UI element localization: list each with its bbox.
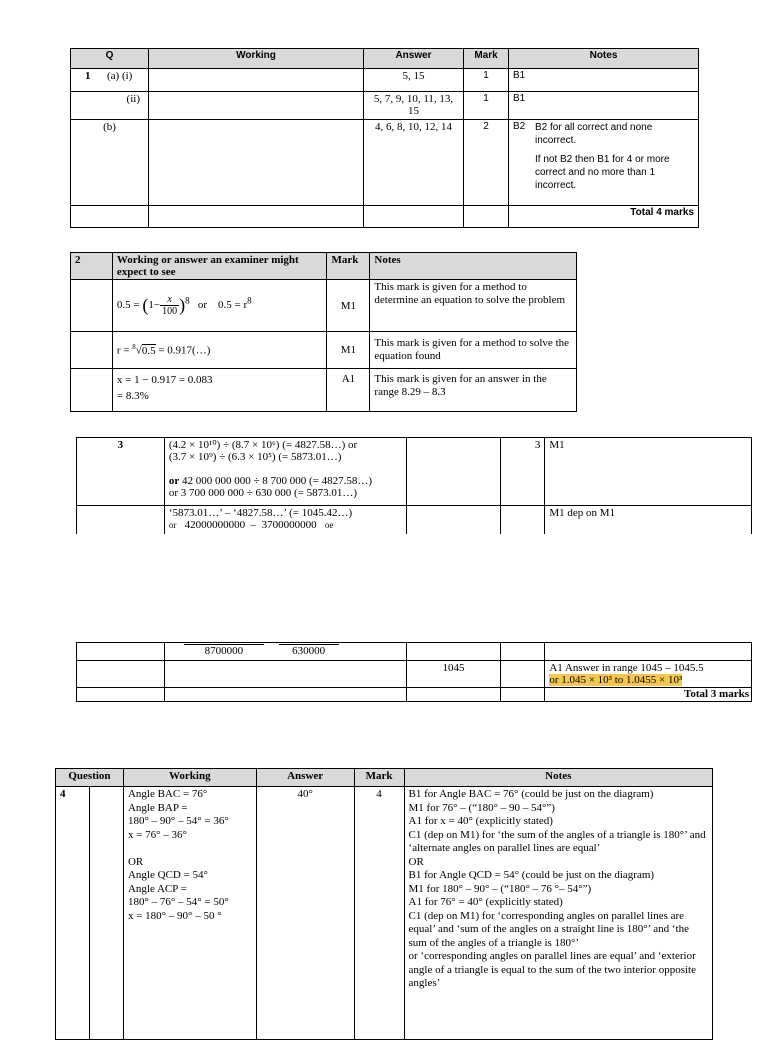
question-number: 1	[85, 70, 91, 82]
working-header: Working	[149, 49, 364, 69]
working-cell	[149, 120, 364, 206]
notes-header: Notes	[404, 769, 712, 787]
empty-cell	[464, 206, 509, 228]
answer-cell: 4, 6, 8, 10, 12, 14	[364, 120, 464, 206]
question-number: 2	[71, 253, 113, 280]
equation: 0.5 = (1− $\frac{x}{100}$ )$^8$ or $0.5 = r^8$	[116, 294, 252, 317]
empty-cell	[71, 369, 113, 412]
notes-header: Notes	[370, 253, 577, 280]
question-number: 3	[77, 438, 165, 506]
empty-cell	[89, 787, 123, 1040]
empty-cell	[406, 688, 501, 702]
working-cell	[164, 661, 406, 688]
q2-header-row	[71, 253, 577, 280]
working-cell	[149, 92, 364, 120]
q1-row-a-i	[71, 69, 699, 92]
answer-cell	[406, 643, 501, 661]
notes-cell: A1 Answer in range 1045 – 1045.5 or 1.045 × 10³ to 1.0455 × 10³	[545, 661, 752, 688]
mark-cell: 2	[464, 120, 509, 206]
question-number: 4	[56, 787, 90, 1040]
notes-header: Notes	[509, 49, 699, 69]
notes-cell: B1 for Angle BAC = 76° (could be just on the diagram) M1 for 76° – (“180° – 90 – 54°”) A1 for x = 40° (explicitly stated) C1 (dep on M1) for ‘the sum of the angles of a triangle is 180°’ and ‘alternate angles on parallel lines are equal’ OR B1 for Angle QCD = 54° (could be just on the diagram) M1 for 180° – 90° – (“180° – 76 °– 54°”) A1 for 76° = 40° (explicitly stated) C1 (dep on M1) for ‘corresponding angles on parallel lines are equal’ and ‘sum of the angles on a straight line is 180°’ and ‘the sum of the angles of a triangle is 180°’ or ‘corresponding angles on parallel lines are equal’ and ‘exterior angle of a triangle is equal to the sum of the two interior opposite angles’	[404, 787, 712, 1040]
notes-cell: M1 dep on M1	[545, 506, 752, 535]
note-line: If not B2 then B1 for 4 or more correct and no more than 1 incorrect.	[535, 154, 670, 191]
answer-cell: 1045	[406, 661, 501, 688]
q3-row-2-cont	[77, 643, 752, 661]
q4-row	[56, 787, 713, 1040]
working-cell	[149, 69, 364, 92]
answer-cell: 5, 15	[364, 69, 464, 92]
empty-cell	[71, 280, 113, 332]
q3-table-top	[76, 437, 754, 534]
q-header: Q	[71, 49, 149, 69]
empty-cell	[71, 332, 113, 369]
note-line: B2 for all correct and none incorrect.	[535, 122, 653, 146]
mark-header: Mark	[354, 769, 404, 787]
mark-cell: 1	[464, 92, 509, 120]
working-cell	[112, 280, 327, 332]
mark-cell	[501, 643, 545, 661]
q1-mark-table	[70, 48, 699, 228]
mark-cell: M1	[327, 332, 370, 369]
empty-cell	[501, 688, 545, 702]
question-cell	[71, 69, 149, 92]
working-cell: x = 1 − 0.917 = 0.083 = 8.3%	[112, 369, 327, 412]
mark-cell: 3	[501, 438, 545, 506]
answer-cell	[406, 438, 501, 506]
q2-row-2	[71, 332, 577, 369]
q2-row-3	[71, 369, 577, 412]
working-cell: Angle BAC = 76° Angle BAP = 180° – 90° – 54° = 36° x = 76° – 36° OR Angle QCD = 54° Angle ACP = 180° – 76° – 54° = 50° x = 180° – 90° – 50 °	[123, 787, 256, 1040]
notes-cell: This mark is given for a method to determine an equation to solve the problem	[370, 280, 577, 332]
q2-row-1	[71, 280, 577, 332]
notes-cell: This mark is given for a method to solve the equation found	[370, 332, 577, 369]
q4-header-row	[56, 769, 713, 787]
q3-total-row	[77, 688, 752, 702]
part-label: (b)	[71, 120, 149, 206]
highlighted-note: or 1.045 × 10³ to 1.0455 × 10³	[549, 674, 683, 686]
empty-cell	[77, 506, 165, 535]
working-cell: (4.2 × 10¹⁰) ÷ (8.7 × 10⁶) (= 4827.58…) or (3.7 × 10⁹) ÷ (6.3 × 10⁵) (= 5873.01…) or 42 000 000 000 ÷ 8 700 000 (= 4827.58…) or 3 700 000 000 ÷ 630 000 (= 5873.01…)	[164, 438, 406, 506]
notes-cell: M1	[545, 438, 752, 506]
mark-cell: M1	[327, 280, 370, 332]
total-marks: Total 3 marks	[545, 688, 752, 702]
empty-cell	[71, 206, 149, 228]
notes-cell: B1	[509, 92, 699, 120]
working-cell: ‘5873.01…’ – ‘4827.58…’ (= 1045.42…) or 42000000000 – 3700000000 oe	[164, 506, 406, 535]
empty-cell	[77, 688, 165, 702]
q3-row-1	[77, 438, 752, 506]
q4-mark-table	[55, 768, 713, 1040]
answer-header: Answer	[256, 769, 354, 787]
q2-mark-table	[70, 252, 577, 412]
notes-cell: B1	[509, 69, 699, 92]
working-cell: 8700000 630000	[164, 643, 406, 661]
working-header: Working	[123, 769, 256, 787]
working-header: Working or answer an examiner might expect to see	[112, 253, 327, 280]
mark-cell: A1	[327, 369, 370, 412]
notes-cell	[509, 120, 699, 206]
answer-cell: 40°	[256, 787, 354, 1040]
q3-mark-table	[76, 437, 752, 534]
answer-cell	[406, 506, 501, 535]
q1-header-row	[71, 49, 699, 69]
mark-cell: 1	[464, 69, 509, 92]
mark-cell	[501, 506, 545, 535]
mark-header: Mark	[327, 253, 370, 280]
mark-header: Mark	[464, 49, 509, 69]
question-header: Question	[56, 769, 124, 787]
notes-cell	[545, 643, 752, 661]
notes-cell: This mark is given for an answer in the range 8.29 – 8.3	[370, 369, 577, 412]
q1-row-b	[71, 120, 699, 206]
mark-code: B2	[513, 121, 526, 132]
empty-cell	[164, 688, 406, 702]
mark-cell: 4	[354, 787, 404, 1040]
q1-row-a-ii	[71, 92, 699, 120]
empty-cell	[77, 661, 165, 688]
empty-cell	[77, 643, 165, 661]
total-marks: Total 4 marks	[509, 206, 699, 228]
mark-cell	[501, 661, 545, 688]
working-cell: r = $^8$√0.5 = 0.917(…)	[112, 332, 327, 369]
answer-cell: 5, 7, 9, 10, 11, 13, 15	[364, 92, 464, 120]
q3-row-3	[77, 661, 752, 688]
empty-cell	[149, 206, 364, 228]
q3-row-2	[77, 506, 752, 535]
q1-total-row	[71, 206, 699, 228]
part-label: (a) (i)	[107, 70, 133, 82]
empty-cell	[364, 206, 464, 228]
part-label: (ii)	[71, 92, 149, 120]
answer-header: Answer	[364, 49, 464, 69]
q3-table-continued	[76, 642, 752, 702]
